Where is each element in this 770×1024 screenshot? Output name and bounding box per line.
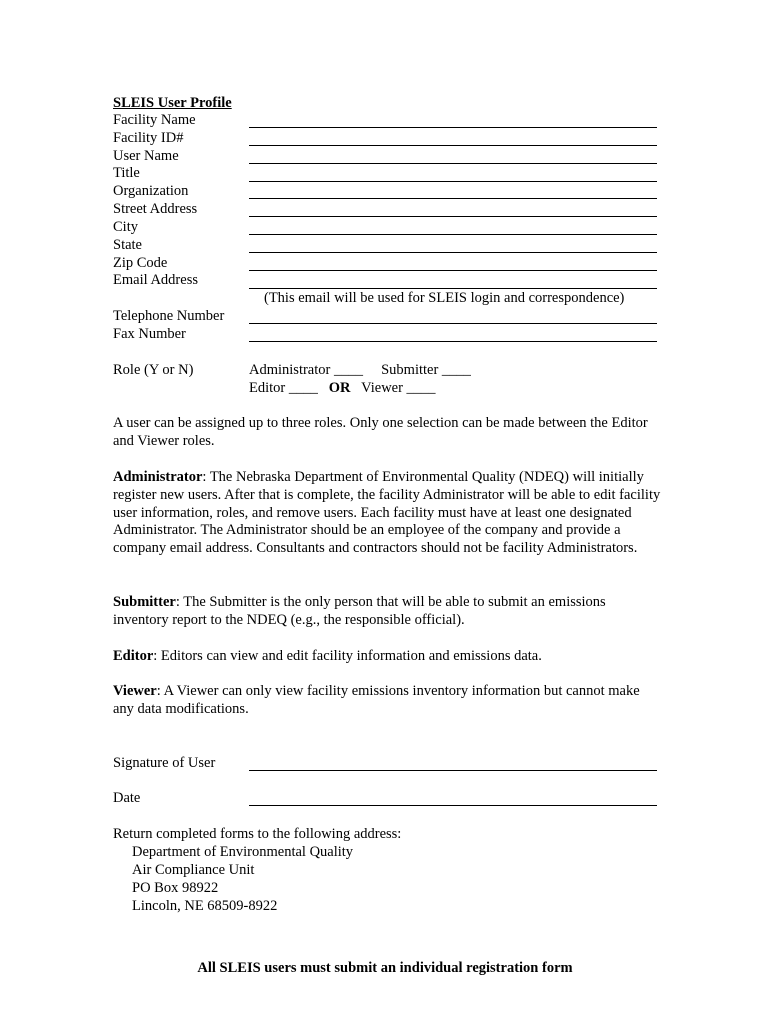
city-label: City	[113, 219, 138, 235]
fax-field[interactable]	[249, 341, 657, 342]
facility-name-label: Facility Name	[113, 112, 196, 128]
zip-code-field[interactable]	[249, 270, 657, 271]
administrator-term: Administrator	[113, 469, 203, 485]
telephone-field[interactable]	[249, 323, 657, 324]
editor-text: : Editors can view and edit facility information and emissions data.	[153, 648, 542, 664]
user-name-label: User Name	[113, 148, 179, 164]
address-line-4: Lincoln, NE 68509-8922	[132, 898, 278, 914]
zip-code-label: Zip Code	[113, 255, 168, 271]
administrator-description	[113, 469, 663, 558]
viewer-text: : A Viewer can only view facility emissions inventory information but cannot make any data modifications.	[113, 683, 640, 717]
street-address-field[interactable]	[249, 216, 657, 217]
signature-field[interactable]	[249, 770, 657, 771]
role-editor[interactable]: Editor ____	[249, 380, 318, 396]
editor-term: Editor	[113, 648, 154, 664]
submitter-description	[113, 594, 663, 630]
email-address-label: Email Address	[113, 272, 198, 288]
facility-id-field[interactable]	[249, 145, 657, 146]
facility-id-label: Facility ID#	[113, 130, 184, 146]
facility-name-field[interactable]	[249, 127, 657, 128]
email-note: (This email will be used for SLEIS login and correspondence)	[264, 290, 625, 306]
role-admin-submitter[interactable]: Administrator ____ Submitter ____	[249, 362, 471, 378]
date-label: Date	[113, 790, 141, 806]
organization-label: Organization	[113, 183, 189, 199]
signature-label: Signature of User	[113, 755, 216, 771]
submitter-term: Submitter	[113, 594, 176, 610]
state-field[interactable]	[249, 252, 657, 253]
role-or: OR	[328, 380, 351, 396]
footer-notice: All SLEIS users must submit an individual registration form	[197, 960, 573, 976]
role-label: Role (Y or N)	[113, 362, 194, 378]
address-line-2: Air Compliance Unit	[132, 862, 255, 878]
title-field[interactable]	[249, 181, 657, 182]
address-line-3: PO Box 98922	[132, 880, 219, 896]
date-field[interactable]	[249, 805, 657, 806]
roles-intro: A user can be assigned up to three roles. Only one selection can be made between the Editor and Viewer roles.	[113, 415, 648, 449]
telephone-label: Telephone Number	[113, 308, 225, 324]
city-field[interactable]	[249, 234, 657, 235]
return-intro: Return completed forms to the following address:	[113, 826, 402, 842]
role-viewer[interactable]: Viewer ____	[361, 380, 436, 396]
form-title: SLEIS User Profile	[113, 95, 232, 111]
editor-description	[113, 648, 663, 666]
user-name-field[interactable]	[249, 163, 657, 164]
administrator-text: : The Nebraska Department of Environmental Quality (NDEQ) will initially register new users. After that is complete, the facility Administrator will be able to edit facility user information, roles, and remove users. Each facility must have at least one designated Administrator. The Administrator should be an employee of the company and provide a company email address. Consultants and contractors should not be facility Administrators.	[113, 469, 661, 557]
street-address-label: Street Address	[113, 201, 198, 217]
email-address-field[interactable]	[249, 288, 657, 289]
title-label: Title	[113, 165, 140, 181]
state-label: State	[113, 237, 142, 253]
viewer-description	[113, 683, 663, 719]
organization-field[interactable]	[249, 198, 657, 199]
address-line-1: Department of Environmental Quality	[132, 844, 354, 860]
fax-label: Fax Number	[113, 326, 186, 342]
viewer-term: Viewer	[113, 683, 157, 699]
submitter-text: : The Submitter is the only person that will be able to submit an emissions inventory report to the NDEQ (e.g., the responsible official).	[113, 594, 606, 628]
role-editor-viewer[interactable]	[249, 380, 436, 397]
